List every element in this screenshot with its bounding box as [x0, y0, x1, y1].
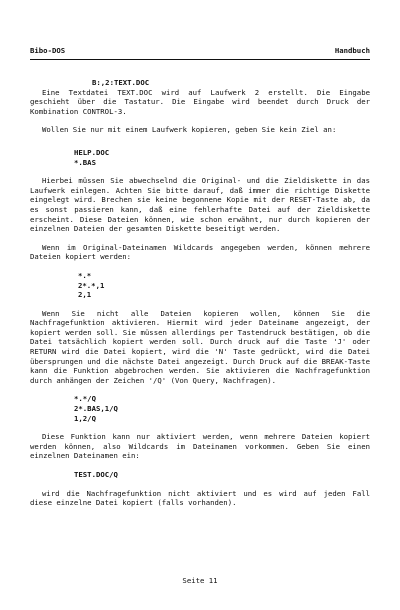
- paragraph: Eine Textdatei TEXT.DOC wird auf Laufwerk 2 erstellt. Die Eingabe geschieht über die Tastatur. Die Eingabe wird beendet durch Druck der Kombination CONTROL-3.: [30, 87, 370, 116]
- page-footer: Seite 11: [182, 576, 218, 585]
- code-line: 2*.BAS,1/Q: [74, 404, 118, 414]
- header-right: Handbuch: [334, 46, 370, 55]
- paragraph: Wollen Sie nur mit einem Laufwerk kopieren, geben Sie kein Ziel an:: [42, 125, 337, 135]
- code-line: 1,2/Q: [74, 413, 96, 423]
- paragraph: Hierbei müssen Sie abwechselnd die Original- und die Zieldiskette in das Laufwerk einlegen. Achten Sie bitte darauf, daß immer die richtige Diskette eingelegt wird. Brechen sie keine begonnene Kopie mit der RESET-Taste ab, da es sonst passieren kann, daß eine fehlerhafte Datei auf der Zieldiskette erscheint. Diese Dateien können, wie schon erwähnt, nur durch kopieren der einzelnen Dateien der gesamten Diskette beseitigt werden.: [30, 176, 370, 234]
- code-line: *.*: [78, 270, 92, 280]
- code-line: 2,1: [78, 290, 92, 300]
- code-line: TEST.DOC/Q: [74, 470, 118, 479]
- code-line: *.*/Q: [74, 394, 96, 404]
- code-line: *.BAS: [74, 157, 96, 167]
- page-body: [30, 78, 370, 508]
- code-line: 2*.*,1: [78, 280, 105, 290]
- page-header: [30, 46, 370, 56]
- paragraph: Wenn Sie nicht alle Dateien kopieren wollen, können Sie die Nachfragefunktion aktivieren. Hiermit wird jeder Dateiname angezeigt, der kopiert werden soll. Sie müssen allerdings per Tastendruck bestätigen, ob die Datei tatsächlich kopiert werden soll. Durch druck auf die Taste 'J' oder RETURN wird die Datei kopiert, wird die 'N' Taste gedrückt, wird die Datei übersprungen und die nächste Datei angezeigt. Durch Druck auf die BREAK-Taste kann die Funktion abgebrochen werden. Sie aktivieren die Nachfragefunktion durch anhängen der Zeichen '/Q' (Von Query, Nachfragen).: [30, 308, 370, 385]
- paragraph: Wenn im Original-Dateinamen Wildcards angegeben werden, können mehrere Dateien kopiert werden:: [30, 242, 370, 262]
- header-rule: [30, 59, 370, 60]
- header-left: Bibo-DOS: [30, 46, 66, 55]
- paragraph: Diese Funktion kann nur aktiviert werden, wenn mehrere Dateien kopiert werden können, also Wildcards im Dateinamen vorkommen. Geben Sie einen einzelnen Dateinamen ein:: [30, 432, 370, 461]
- code-line: B:,2:TEXT.DOC: [92, 78, 150, 87]
- code-line: HELP.DOC: [74, 147, 110, 157]
- paragraph: wird die Nachfragefunktion nicht aktiviert und es wird auf jeden Fall diese einzelne Datei kopiert (falls vorhanden).: [30, 488, 370, 508]
